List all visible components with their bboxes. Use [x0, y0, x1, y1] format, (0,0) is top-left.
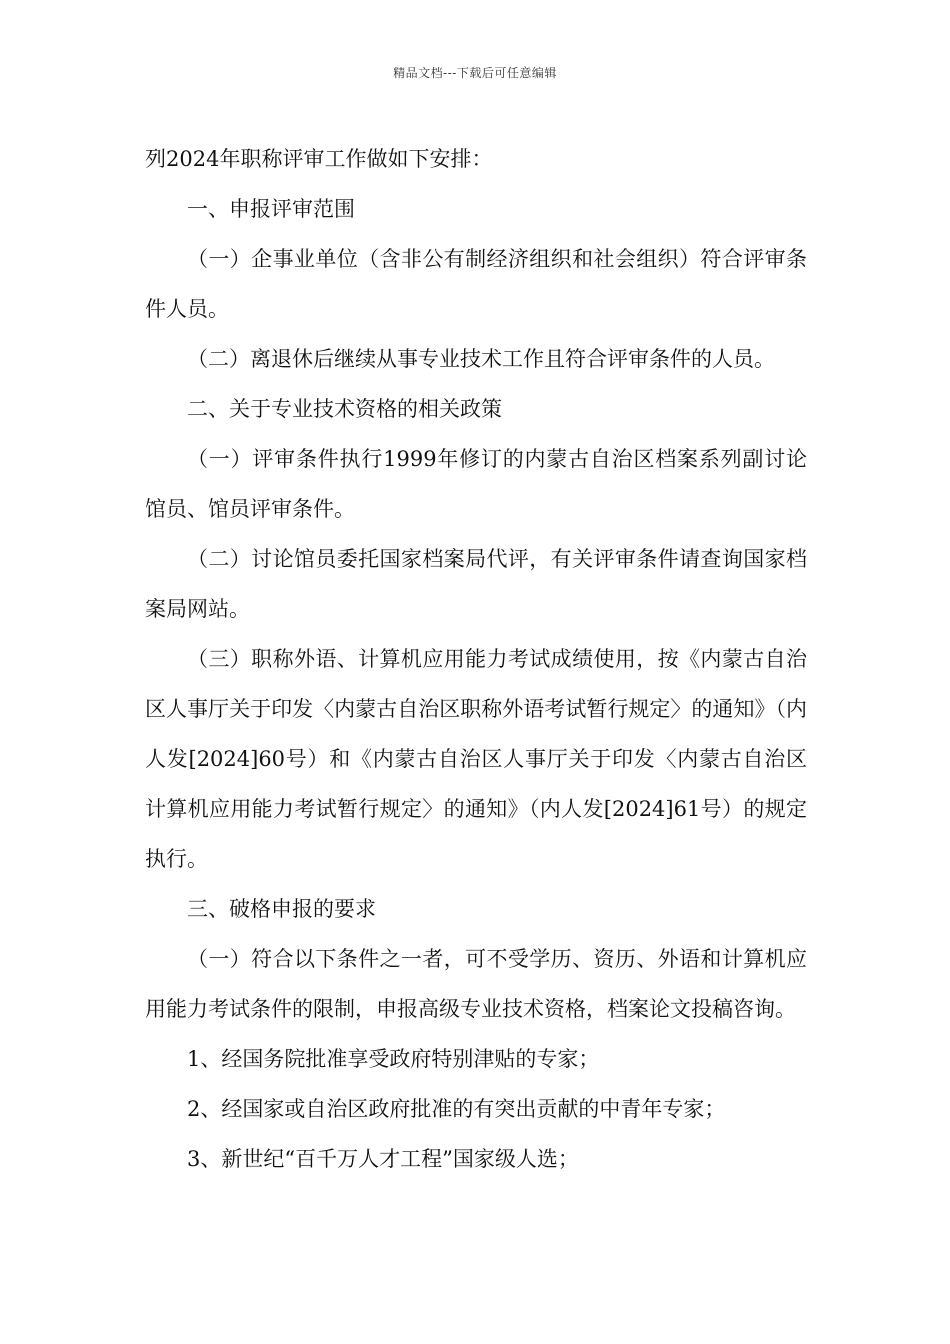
paragraph-1-1: （一）企事业单位（含非公有制经济组织和社会组织）符合评审条件人员。 — [145, 247, 807, 321]
paragraph-1-2: （二）离退休后继续从事专业技术工作且符合评审条件的人员。 — [187, 347, 775, 371]
list-item-3: 3、新世纪“百千万人才工程”国家级人选； — [187, 1147, 579, 1171]
paragraph-2-3: （三）职称外语、计算机应用能力考试成绩使用，按《内蒙古自治区人事厅关于印发〈内蒙古自治区职称外语考试暂行规定〉的通知》（内人发[2024]60号）和《内蒙古自治区人事厅关于印发〈内蒙古自治区计算机应用能力考试暂行规定〉的通知》（内人发[2024]61号）的规定执行。 — [145, 647, 807, 871]
document-body — [145, 134, 807, 1184]
list-item-1: 1、经国务院批准享受政府特别津贴的专家； — [187, 1047, 600, 1071]
paragraph-2-1: （一）评审条件执行1999年修订的内蒙古自治区档案系列副讨论馆员、馆员评审条件。 — [145, 447, 807, 521]
paragraph-intro: 列2024年职称评审工作做如下安排： — [145, 147, 493, 171]
heading-section-2: 二、关于专业技术资格的相关政策 — [187, 397, 502, 421]
paragraph-2-2: （二）讨论馆员委托国家档案局代评，有关评审条件请查询国家档案局网站。 — [145, 547, 807, 621]
list-item-2: 2、经国家或自治区政府批准的有突出贡献的中青年专家； — [187, 1097, 726, 1121]
heading-section-1: 一、申报评审范围 — [187, 197, 355, 221]
heading-section-3: 三、破格申报的要求 — [187, 897, 376, 921]
paragraph-3-1: （一）符合以下条件之一者，可不受学历、资历、外语和计算机应用能力考试条件的限制，申报高级专业技术资格，档案论文投稿咨询。 — [145, 947, 807, 1021]
page-header: 精品文档---下载后可任意编辑 — [393, 66, 557, 80]
